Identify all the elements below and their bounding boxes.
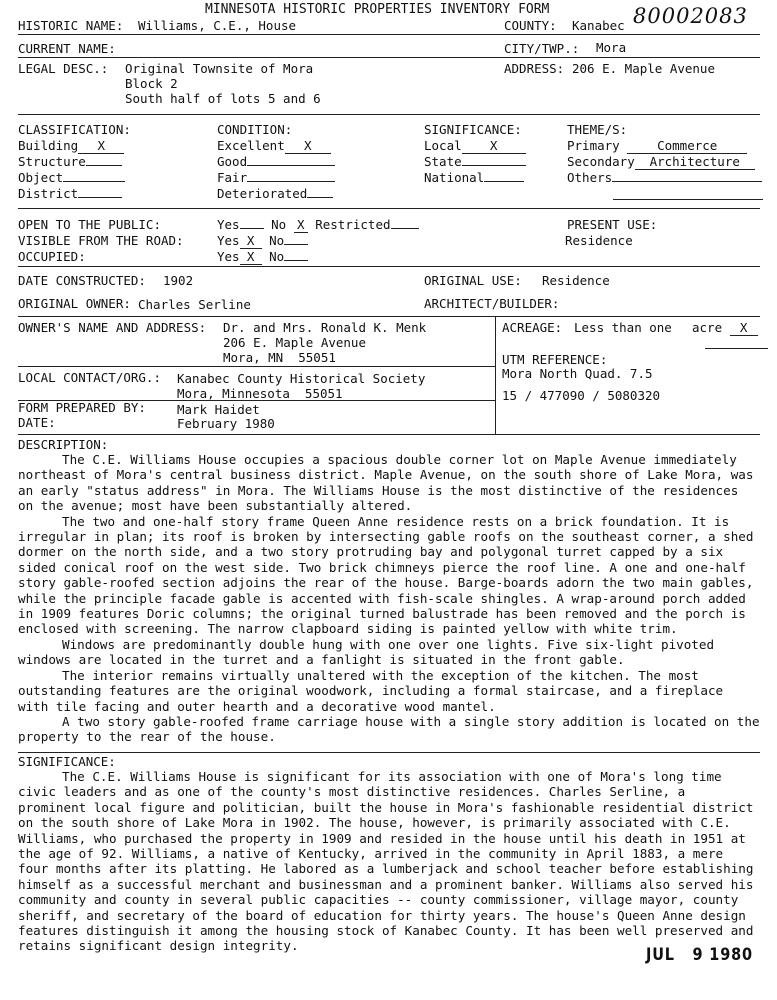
visible-options: Yes X No bbox=[217, 233, 308, 249]
significance-state: State bbox=[424, 154, 526, 169]
condition-good: Good bbox=[217, 154, 335, 169]
significance-local: Local X bbox=[424, 138, 526, 154]
significance-box-heading: SIGNIFICANCE: bbox=[424, 122, 522, 137]
utm-label: UTM REFERENCE: bbox=[502, 352, 608, 367]
open-to-public-label: OPEN TO THE PUBLIC: bbox=[18, 217, 161, 232]
significance-body bbox=[18, 769, 760, 954]
significance-paragraph: The C.E. Williams House is significant for its association with one of Mora's long time civic leaders and as one of the county's most distinctive residences. Charles Serline, a prominent local figure and politician, built the house in Mora's fashionable residential district on the south shore of Lake Mora in 1902. The house, however, is primarily associated with C.E. Williams, who purchased the property in 1909 and resided in the house until his death in 1951 at the age of 92. Williams, a native of Kentucky, arrived in the community in April 1883, a mere four months after its platting. He labored as a lumberjack and school teacher before establishing himself as a successful merchant and businessman and a prominent banker. Williams also served his community and county in several public capacities -- county commissioner, village mayor, county sheriff, and secretary of the board of education for thirty years. The house's Queen Anne design features distinguish it among the housing stock of Kanabec County. It has been well preserved and retains significant design integrity. bbox=[18, 769, 754, 954]
theme-others: Others bbox=[567, 170, 762, 185]
classification-structure: Structure bbox=[18, 154, 122, 169]
present-use-value: Residence bbox=[565, 233, 633, 248]
significance-heading: SIGNIFICANCE: bbox=[18, 754, 116, 769]
description-paragraph: The C.E. Williams House occupies a spacious double corner lot on Maple Avenue immediately northeast of Mora's central business district. Maple Avenue, on the south shore of Lake Mora, was an early "status address" in Mora. The Williams House is the most distinctive of the residences on the avenue; most have been substantially altered. bbox=[18, 452, 754, 514]
date-value: February 1980 bbox=[177, 416, 275, 431]
historic-name-value: Williams, C.E., House bbox=[138, 18, 297, 33]
condition-heading: CONDITION: bbox=[217, 122, 293, 137]
classification-building: Building X bbox=[18, 138, 124, 154]
description-body bbox=[18, 452, 760, 745]
themes-heading: THEME/S: bbox=[567, 122, 628, 137]
visible-from-road-label: VISIBLE FROM THE ROAD: bbox=[18, 233, 184, 248]
county-value: Kanabec bbox=[572, 18, 625, 33]
address-value: 206 E. Maple Avenue bbox=[572, 61, 715, 76]
description-paragraph: A two story gable-roofed frame carriage house with a single story addition is located on the property to the rear of the house. bbox=[18, 713, 760, 745]
occupied-label: OCCUPIED: bbox=[18, 249, 86, 264]
condition-excellent: Excellent X bbox=[217, 138, 331, 154]
owner-line3: Mora, MN 55051 bbox=[223, 350, 336, 365]
local-mark: X bbox=[462, 138, 526, 154]
description-paragraph: The interior remains virtually unaltered with the exception of the kitchen. The most outstanding features are the original woodwork, including a formal staircase, and a fireplace with tile facing and outer hearth and a decorative wood mantel. bbox=[18, 667, 724, 714]
handwritten-id: 80002083 bbox=[633, 4, 748, 28]
acreage-value: Less than one bbox=[574, 320, 672, 335]
building-mark: X bbox=[78, 138, 124, 154]
occupied-options: Yes X No bbox=[217, 249, 308, 265]
theme-primary: Primary Commerce bbox=[567, 138, 747, 154]
address-label: ADDRESS: bbox=[504, 61, 565, 76]
theme-primary-value: Commerce bbox=[627, 138, 747, 154]
classification-district: District bbox=[18, 186, 122, 201]
received-date-stamp: JUL 9 1980 bbox=[646, 945, 753, 965]
original-use-value: Residence bbox=[542, 273, 610, 288]
original-use-label: ORIGINAL USE: bbox=[424, 273, 522, 288]
original-owner-value: Charles Serline bbox=[138, 297, 251, 312]
city-label: CITY/TWP.: bbox=[504, 41, 580, 56]
utm-coords: 15 / 477090 / 5080320 bbox=[502, 388, 661, 403]
condition-fair: Fair bbox=[217, 170, 335, 185]
acreage-label: ACREAGE: bbox=[502, 320, 563, 335]
owner-name-address-label: OWNER'S NAME AND ADDRESS: bbox=[18, 320, 207, 335]
description-paragraph: Windows are predominantly double hung with one over one lights. Five six-light pivoted windows are located in the turret and a fanlight is situated in the front gable. bbox=[18, 636, 715, 668]
description-heading: DESCRIPTION: bbox=[18, 437, 109, 452]
theme-secondary: Secondary Architecture bbox=[567, 154, 755, 170]
date-constructed-value: 1902 bbox=[163, 273, 194, 288]
legal-desc-label: LEGAL DESC.: bbox=[18, 61, 109, 76]
historic-name-label: HISTORIC NAME: bbox=[18, 18, 124, 33]
condition-deteriorated: Deteriorated bbox=[217, 186, 333, 201]
date-label: DATE: bbox=[18, 415, 56, 430]
open-to-public-options: Yes No X Restricted bbox=[217, 217, 419, 233]
owner-line2: 206 E. Maple Avenue bbox=[223, 335, 366, 350]
acre-field: acre X bbox=[692, 320, 758, 336]
city-value: Mora bbox=[596, 40, 627, 55]
local-contact-line1: Kanabec County Historical Society bbox=[177, 371, 426, 386]
legal-desc-line1: Original Townsite of Mora bbox=[125, 61, 314, 76]
date-constructed-label: DATE CONSTRUCTED: bbox=[18, 273, 146, 288]
classification-object: Object bbox=[18, 170, 125, 185]
form-prepared-label: FORM PREPARED BY: bbox=[18, 400, 146, 415]
present-use-label: PRESENT USE: bbox=[567, 217, 658, 232]
form-title: MINNESOTA HISTORIC PROPERTIES INVENTORY FORM bbox=[205, 2, 550, 17]
local-contact-line2: Mora, Minnesota 55051 bbox=[177, 386, 343, 401]
utm-quad: Mora North Quad. 7.5 bbox=[502, 366, 653, 381]
legal-desc-line2: Block 2 bbox=[125, 76, 178, 91]
theme-secondary-value: Architecture bbox=[635, 154, 755, 170]
architect-label: ARCHITECT/BUILDER: bbox=[424, 296, 560, 311]
original-owner-label: ORIGINAL OWNER: bbox=[18, 296, 131, 311]
excellent-mark: X bbox=[285, 138, 331, 154]
current-name-label: CURRENT NAME: bbox=[18, 41, 116, 56]
form-prepared-value: Mark Haidet bbox=[177, 402, 260, 417]
significance-national: National bbox=[424, 170, 524, 185]
classification-heading: CLASSIFICATION: bbox=[18, 122, 131, 137]
description-paragraph: The two and one-half story frame Queen Anne residence rests on a brick foundation. It is irregular in plan; its roof is broken by intersecting gable roofs on the southeast corner, a shed dormer on the north side, and a two story protruding bay and polygonal turret capped by a six sided conical roof on the west side. Two brick chimneys pierce the roof line. A one and one-half story gable-roofed section adjoins the rear of the house. Barge-boards adorn the two main gables, while the principle facade gable is accented with fish-scale shingles. A wrap-around porch added in 1909 features Doric columns; the original turned balustrade has been removed and the porch is enclosed with screening. The narrow clapboard siding is painted yellow with white trim. bbox=[18, 513, 754, 637]
local-contact-label: LOCAL CONTACT/ORG.: bbox=[18, 370, 161, 385]
legal-desc-line3: South half of lots 5 and 6 bbox=[125, 91, 321, 106]
county-label: COUNTY: bbox=[504, 18, 557, 33]
owner-line1: Dr. and Mrs. Ronald K. Menk bbox=[223, 320, 427, 335]
